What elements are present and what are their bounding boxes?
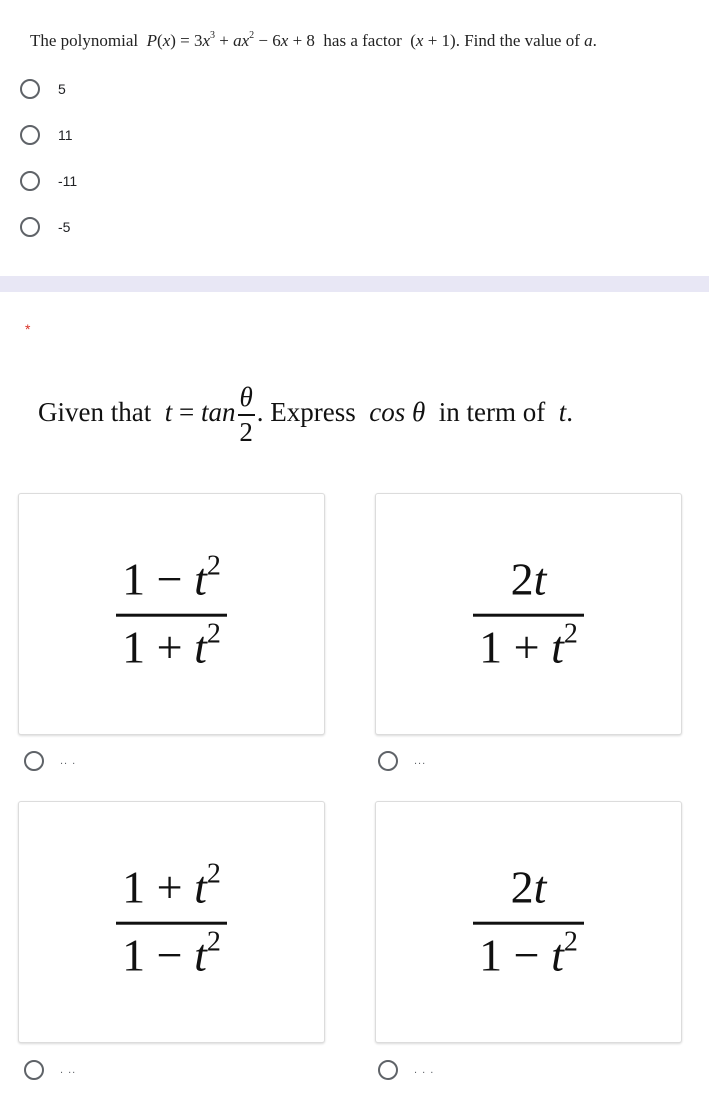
polynomial-expression: $P(x) = 3x^3 + ax^2 - 6x + 8$ bbox=[146, 30, 324, 50]
option-card-2-radio[interactable] bbox=[378, 749, 426, 773]
option-card-4[interactable] bbox=[375, 801, 682, 1043]
fraction-image: $\frac{1 + t^2}{1 - t^2}$ bbox=[19, 863, 324, 982]
option-label: 5 bbox=[58, 81, 66, 97]
option-card-1-radio[interactable] bbox=[24, 749, 76, 773]
required-marker: * bbox=[25, 321, 31, 337]
q1-suffix: . Find the value of bbox=[455, 31, 580, 50]
q1-mid-text: has a factor bbox=[323, 31, 402, 50]
fraction-image: $\frac{1 - t^2}{1 + t^2}$ bbox=[19, 555, 324, 674]
option-1[interactable] bbox=[20, 77, 66, 101]
factor-expression: (x + 1) bbox=[406, 31, 456, 50]
q1-variable: a bbox=[584, 31, 593, 50]
question-2-text: Given that t = tan $\frac{\theta}{2}$ . Express cos θ in term of t. bbox=[38, 382, 574, 447]
radio-button[interactable] bbox=[20, 79, 40, 99]
fraction-image: $\frac{2t}{1 + t^2}$ bbox=[376, 555, 681, 674]
option-label: . . . bbox=[414, 1064, 435, 1076]
q2-express: . Express bbox=[256, 397, 356, 428]
theta-half-fraction: $\frac{\theta}{2}$ bbox=[239, 382, 253, 447]
question-1-text bbox=[30, 31, 700, 51]
section-divider bbox=[0, 276, 709, 292]
radio-button[interactable] bbox=[24, 751, 44, 771]
q2-end: . bbox=[566, 397, 574, 428]
option-label: . .. bbox=[60, 1064, 77, 1076]
option-card-1[interactable] bbox=[18, 493, 325, 735]
fraction-image: $\frac{2t}{1 - t^2}$ bbox=[376, 863, 681, 982]
radio-button[interactable] bbox=[20, 171, 40, 191]
option-3[interactable] bbox=[20, 169, 77, 193]
option-2[interactable] bbox=[20, 123, 73, 147]
question-1-card bbox=[0, 0, 709, 276]
option-card-3[interactable] bbox=[18, 801, 325, 1043]
radio-button[interactable] bbox=[378, 751, 398, 771]
radio-button[interactable] bbox=[24, 1060, 44, 1080]
option-label: 11 bbox=[58, 127, 73, 143]
q2-in-terms: in term of bbox=[438, 397, 546, 428]
radio-button[interactable] bbox=[378, 1060, 398, 1080]
option-card-3-radio[interactable] bbox=[24, 1058, 76, 1082]
q1-end: . bbox=[592, 31, 597, 50]
option-label: ... bbox=[414, 755, 427, 767]
option-label: -11 bbox=[58, 173, 78, 189]
q1-prefix: The polynomial bbox=[30, 31, 139, 50]
option-4[interactable] bbox=[20, 215, 70, 239]
option-label: -5 bbox=[58, 219, 71, 235]
radio-button[interactable] bbox=[20, 217, 40, 237]
option-card-4-radio[interactable] bbox=[378, 1058, 434, 1082]
radio-button[interactable] bbox=[20, 125, 40, 145]
option-label: .. . bbox=[60, 755, 77, 767]
q2-given: Given that bbox=[38, 397, 152, 428]
option-card-2[interactable] bbox=[375, 493, 682, 735]
